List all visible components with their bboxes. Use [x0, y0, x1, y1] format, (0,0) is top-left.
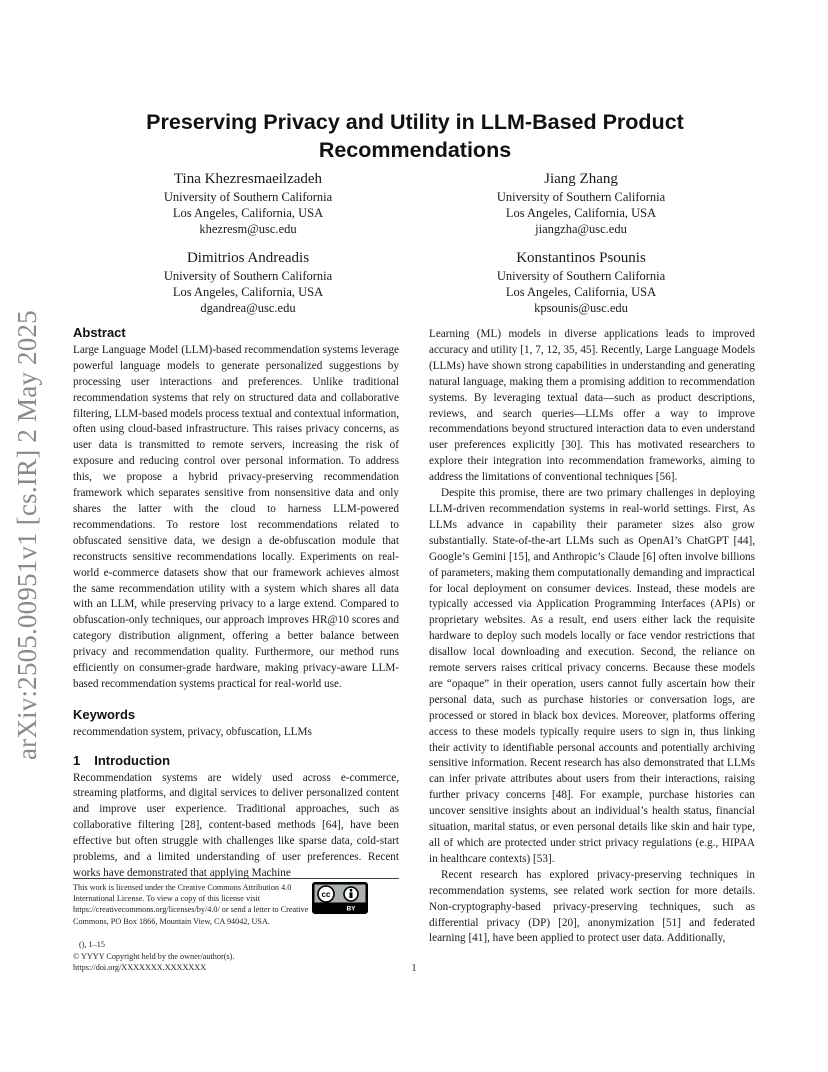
author-email: jiangzha@usc.edu [535, 222, 627, 236]
intro-paragraph-3: Recent research has explored privacy-preserving techniques in recommendation systems, see related work section for more details. Non-cryptography-based privacy-preserving techniques, such as differential privacy (DP) [20], anonymization [51] and federated learning [41], have been applied to protect user data. Additionally, [429, 868, 755, 945]
intro-paragraph-2: Despite this promise, there are two primary challenges in deploying LLM-driven recommendation systems in real-world settings. First, As LLMs advance in capability their parameter sizes also grow substantially. State-of-the-art LLMs such as OpenAI’s ChatGPT [44], Google’s Gemini [15], and Anthropic’s Claude [6] often involve billions of parameters, making them computationally demanding and impractical for local deployment on consumer devices. Instead, these models are typically accessed via Application Programming Interfaces (APIs) or proprietary websites. As a result, end users either lack the requisite hardware to deploy such models locally or face vendor restrictions that disallow local downloading and execution. Second, the reliance on remote servers raises critical privacy concerns. Because these models are “opaque” in their operation, users cannot fully ascertain how their personal data, such as purchase histories or conversation logs, are processed or stored in black box devices. Moreover, platforms offering access to these models typically require users to sign in, thus linking their activity to identifiable personal accounts and potentially archiving sensitive information. Recent research has also demonstrated that LLMs can infer private attributes about users from their interactions, raising further privacy concerns [48]. For example, purchase histories can uncover sensitive insights about an individual’s health status, financial situation, marital status, or even personal details like skin and hair type, all of which are protected under strict privacy regulations (e.g., HIPAA in healthcare contexts) [53]. [429, 487, 755, 865]
page-number: 1 [411, 963, 417, 974]
intro-paragraph-1: Recommendation systems are widely used across e-commerce, streaming platforms, and digital services to deliver personalized content and improve user experience. Traditional approaches, such as collaborative filtering [28], content-based methods [64], have been effective but often struggle with challenges like sparse data, cold-start problems, and a limited understanding of user preferences. Recent works have demonstrated that applying Machine [73, 771, 399, 879]
abstract-heading: Abstract [73, 325, 126, 340]
author-email: dgandrea@usc.edu [200, 301, 296, 315]
author-name: Tina Khezresmaeilzadeh [173, 171, 323, 187]
keywords-heading: Keywords [73, 706, 136, 722]
copyright-line: © YYYY Copyright held by the owner/author(s). [73, 951, 235, 961]
author-block [103, 249, 393, 316]
author-location: Los Angeles, California, USA [172, 206, 324, 220]
section-title: Introduction [94, 752, 171, 768]
abstract-text: Large Language Model (LLM)-based recommendation systems leverage powerful language models to generate personalized suggestions by processing user interactions and preferences. Unlike traditional recommendation systems that rely on structured data and collaborative filtering, LLM-based models process textual and contextual information, often using cloud-based infrastructure. This raises privacy concerns, as user data is transmitted to remote servers, increasing the risk of exposure and reducing control over personal information. To address this, we propose a hybrid privacy-preserving recommendation framework which separates sensitive from nonsensitive data and only shares the latter with the cloud to harness LLM-powered recommendations. To restore lost recommendations related to obfuscated sensitive data, we design a de-obfuscation module that reconstructs sensitive recommendations locally. Experiments on real-world e-commerce datasets show that our framework achieves almost the same recommendation utility with a system which shares all data with an LLM, while preserving privacy to a large extend. Compared to obfuscation-only techniques, our approach improves HR@10 scores and category distribution alignment, offering a better balance between privacy and recommendation quality. Furthermore, our method runs efficiently on consumer-grade hardware, making privacy-aware LLM-based recommendation systems practical for real-world use. [73, 343, 399, 690]
svg-text:cc: cc [321, 890, 331, 899]
license-footnote: This work is licensed under the Creative Commons Attribution 4.0 International License. To view a copy of this license visit https://creativecommons.org/licenses/by/4.0/ or send a letter to Creative Commons, PO Box 1866, Mountain View, CA 94042, USA. [73, 883, 309, 926]
author-affiliation: University of Southern California [496, 190, 666, 204]
author-location: Los Angeles, California, USA [505, 285, 657, 299]
author-location: Los Angeles, California, USA [505, 206, 657, 220]
author-email: kpsounis@usc.edu [534, 301, 628, 315]
author-affiliation: University of Southern California [163, 269, 333, 283]
author-affiliation: University of Southern California [496, 269, 666, 283]
cc-badge-label: BY [346, 905, 356, 913]
author-block [436, 249, 726, 316]
author-location: Los Angeles, California, USA [172, 285, 324, 299]
right-column [429, 327, 755, 947]
cc-by-license-badge [312, 882, 368, 914]
intro-paragraph-1-continued: Learning (ML) models in diverse applications leads to improved accuracy and utility [1, 7, 12, 35, 45]. Recently, Large Language Models (LLMs) have shown strong capabilities in understanding and generating natural language, making them a promising addition to recommendation systems. By leveraging textual data—such as product descriptions, reviews, and search queries—LLMs offer a way to improve recommendations beyond structured interaction data to even understand user preferences explicitly [30]. This has motivated researchers to explore their integration into recommendation frameworks, aiming to address the limitations of conventional techniques [56]. [429, 328, 755, 484]
cc-by-icon [313, 883, 367, 913]
paper-title-line-2: Recommendations [318, 138, 512, 162]
author-block [436, 170, 726, 237]
section-heading-introduction [73, 753, 399, 769]
section-number: 1 [73, 752, 81, 768]
author-name: Dimitrios Andreadis [186, 250, 310, 266]
arxiv-sidebar-stamp: arXiv:2505.00951v1 [cs.IR] 2 May 2025 [12, 310, 42, 760]
footnote-rule [73, 878, 399, 879]
left-column [73, 325, 399, 882]
author-affiliation: University of Southern California [163, 190, 333, 204]
paper-title-line-1: Preserving Privacy and Utility in LLM-Based Product [146, 110, 684, 134]
author-name: Konstantinos Psounis [516, 250, 646, 266]
page-range: (), 1–15 [79, 940, 105, 949]
doi-line: https://doi.org/XXXXXXX.XXXXXXX [73, 963, 207, 972]
author-email: khezresm@usc.edu [199, 222, 297, 236]
keywords-text: recommendation system, privacy, obfuscation, LLMs [73, 725, 312, 738]
author-name: Jiang Zhang [544, 171, 618, 187]
paper-title [90, 108, 740, 164]
author-block [103, 170, 393, 237]
